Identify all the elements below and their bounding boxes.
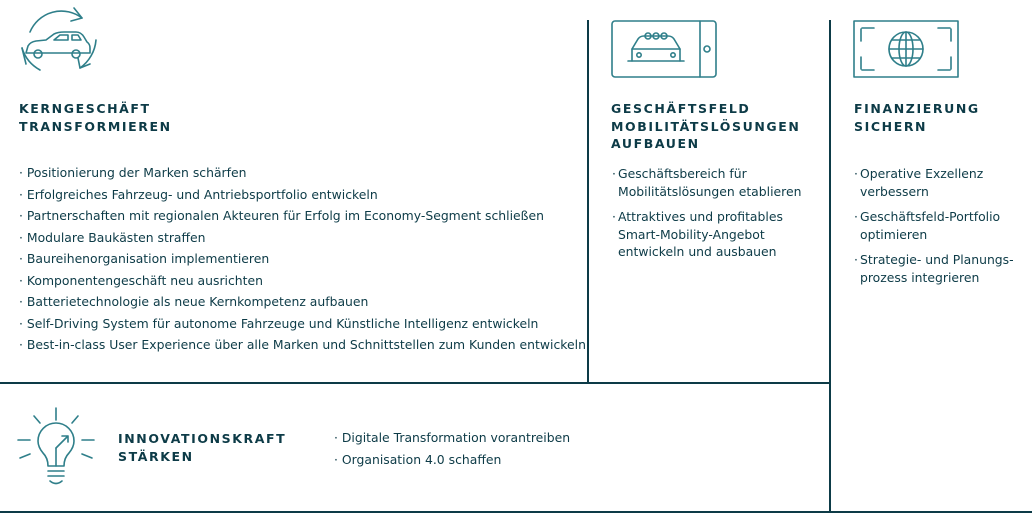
list-item-text: · Operative Exzellenz verbessern [860,166,984,199]
list-item-text: · Geschäftsfeld-Portfolio optimieren [860,209,1001,242]
list-item: · Digitale Transformation vorantreiben [334,430,571,445]
list-item: · Positionierung der Marken schärfen [19,165,247,180]
title-line: SICHERN [854,118,928,134]
title-line: GESCHÄFTSFELD [611,101,751,116]
title-line: INNOVATIONSKRAFT [118,431,287,446]
section-title-finanzierung [854,100,980,135]
section-title-mobilitaet [611,100,800,153]
list-item [612,208,801,261]
list-item-text: · Strategie- und Planungs- prozess integrieren [860,252,1014,285]
list-item: · Komponentengeschäft neu ausrichten [19,272,263,288]
finanzierung-list [854,165,1014,294]
title-line: AUFBAUEN [611,136,700,151]
list-item: · Organisation 4.0 schaffen [334,452,502,467]
section-title-kerngeschaeft [19,100,172,135]
list-item: · Batterietechnologie als neue Kernkompetenz aufbauen [19,294,369,309]
list-item-text: · Geschäftsbereich für Mobilitätslösungen etablieren [618,166,802,199]
car-transform-cycle-icon [14,6,100,78]
list-item [854,208,1014,243]
list-item [854,251,1014,286]
banknote-globe-icon [852,19,960,79]
list-item-text: · Attraktives und profitables Smart-Mobility-Angebot entwickeln und ausbauen [618,209,783,259]
list-item: · Self-Driving System für autonome Fahrzeuge und Künstliche Intelligenz entwickeln [19,315,539,331]
list-item: · Best-in-class User Experience über alle Marken und Schnittstellen zum Kunden entwickeln [19,337,586,352]
divider-mobility-finance [829,20,831,512]
title-line: MOBILITÄTSLÖSUNGEN [611,118,801,134]
divider-kern-mobility [587,20,589,384]
kerngeschaeft-list [19,162,586,356]
title-line: KERNGESCHÄFT [19,101,151,116]
list-item: · Modulare Baukästen straffen [19,229,206,245]
title-line: STÄRKEN [118,448,194,464]
list-item: · Partnerschaften mit regionalen Akteuren für Erfolg im Economy-Segment schließen [19,208,544,223]
mobilitaet-list [612,165,801,269]
smartphone-car-icon [610,19,718,81]
divider-horizontal-middle [0,382,831,384]
title-line: TRANSFORMIEREN [19,118,172,134]
title-line: FINANZIERUNG [854,101,980,116]
list-item: · Erfolgreiches Fahrzeug- und Antriebsportfolio entwickeln [19,186,378,202]
list-item [612,165,801,200]
light-bulb-icon [14,406,100,492]
innovation-list [334,427,570,471]
section-title-innovation [118,430,286,465]
list-item: · Baureihenorganisation implementieren [19,251,270,266]
list-item [854,165,1014,200]
divider-bottom [0,511,1032,513]
